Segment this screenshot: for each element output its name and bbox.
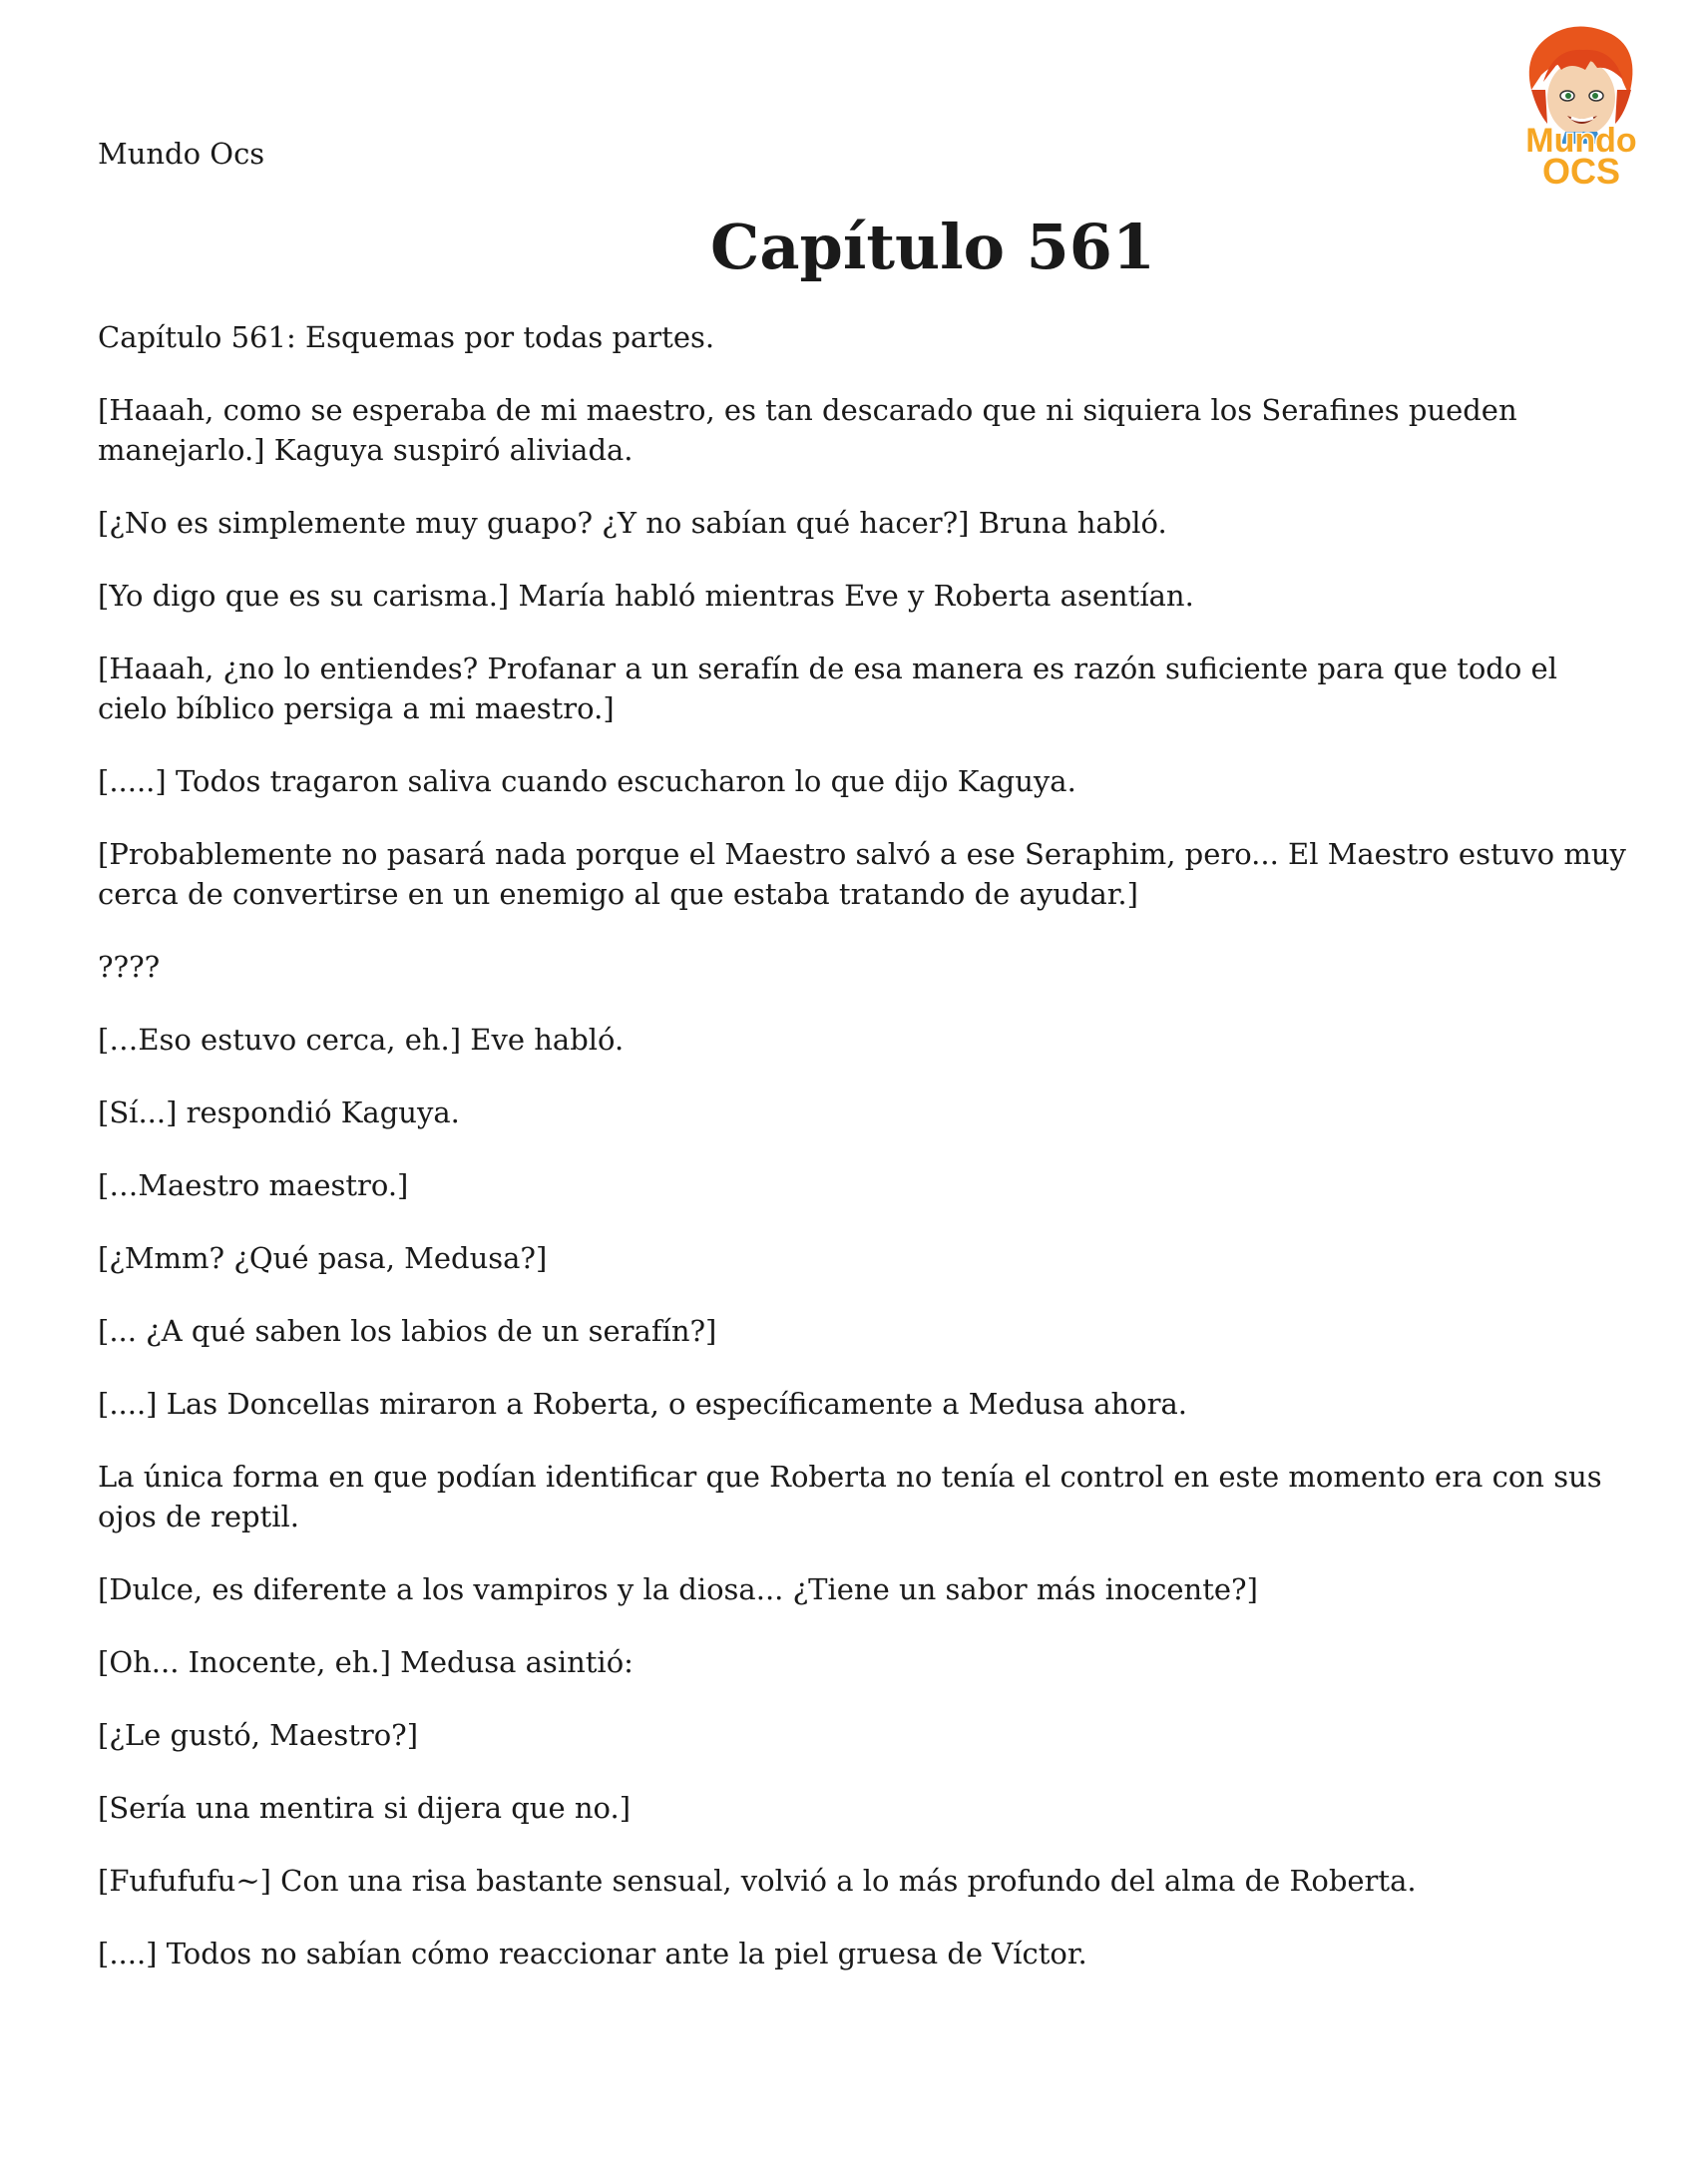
site-name: Mundo Ocs <box>98 137 265 171</box>
mundo-ocs-logo <box>1501 20 1661 190</box>
paragraph: [¿Mmm? ¿Qué pasa, Medusa?] <box>98 1241 548 1275</box>
paragraph: […Maestro maestro.] <box>98 1168 409 1202</box>
paragraph: [Fufufufu~] Con una risa bastante sensual, volvió a lo más profundo del alma de Roberta. <box>98 1864 1417 1898</box>
paragraph: [Yo digo que es su carisma.] María habló mientras Eve y Roberta asentían. <box>98 579 1194 613</box>
paragraph: [Haaah, como se esperaba de mi maestro, es tan descarado que ni siquiera los Serafines pueden manejarlo.] Kaguya suspiró aliviada. <box>98 393 1517 467</box>
paragraph: [Dulce, es diferente a los vampiros y la diosa... ¿Tiene un sabor más inocente?] <box>98 1572 1258 1606</box>
paragraph: ???? <box>98 950 161 984</box>
paragraph: [.....] Todos tragaron saliva cuando escucharon lo que dijo Kaguya. <box>98 764 1076 798</box>
paragraph: [Sí...] respondió Kaguya. <box>98 1095 460 1129</box>
paragraph: [Sería una mentira si dijera que no.] <box>98 1791 632 1825</box>
paragraph: [....] Las Doncellas miraron a Roberta, o específicamente a Medusa ahora. <box>98 1387 1188 1421</box>
paragraph: La única forma en que podían identificar que Roberta no tenía el control en este momento era con sus ojos de reptil. <box>98 1460 1602 1533</box>
paragraph: [Probablemente no pasará nada porque el Maestro salvó a ese Seraphim, pero... El Maestro estuvo muy cerca de convertirse en un enemigo al que estaba tratando de ayudar.] <box>98 837 1626 911</box>
paragraph: [Oh... Inocente, eh.] Medusa asintió: <box>98 1645 634 1679</box>
paragraph: [¿No es simplemente muy guapo? ¿Y no sabían qué hacer?] Bruna habló. <box>98 506 1167 540</box>
paragraph: Capítulo 561: Esquemas por todas partes. <box>98 320 715 354</box>
paragraph: [Haaah, ¿no lo entiendes? Profanar a un serafín de esa manera es razón suficiente para que todo el cielo bíblico persiga a mi maestro.] <box>98 652 1557 725</box>
paragraph: [....] Todos no sabían cómo reaccionar ante la piel gruesa de Víctor. <box>98 1937 1087 1970</box>
paragraph: [¿Le gustó, Maestro?] <box>98 1718 419 1752</box>
paragraph: […Eso estuvo cerca, eh.] Eve habló. <box>98 1023 625 1057</box>
chapter-content <box>98 317 1634 2006</box>
paragraph: [... ¿A qué saben los labios de un serafín?] <box>98 1314 717 1348</box>
logo-text-bottom: OCS <box>1541 151 1621 190</box>
chapter-title: Capítulo 561 <box>709 211 1156 283</box>
logo-text-top: Mundo <box>1525 122 1637 160</box>
